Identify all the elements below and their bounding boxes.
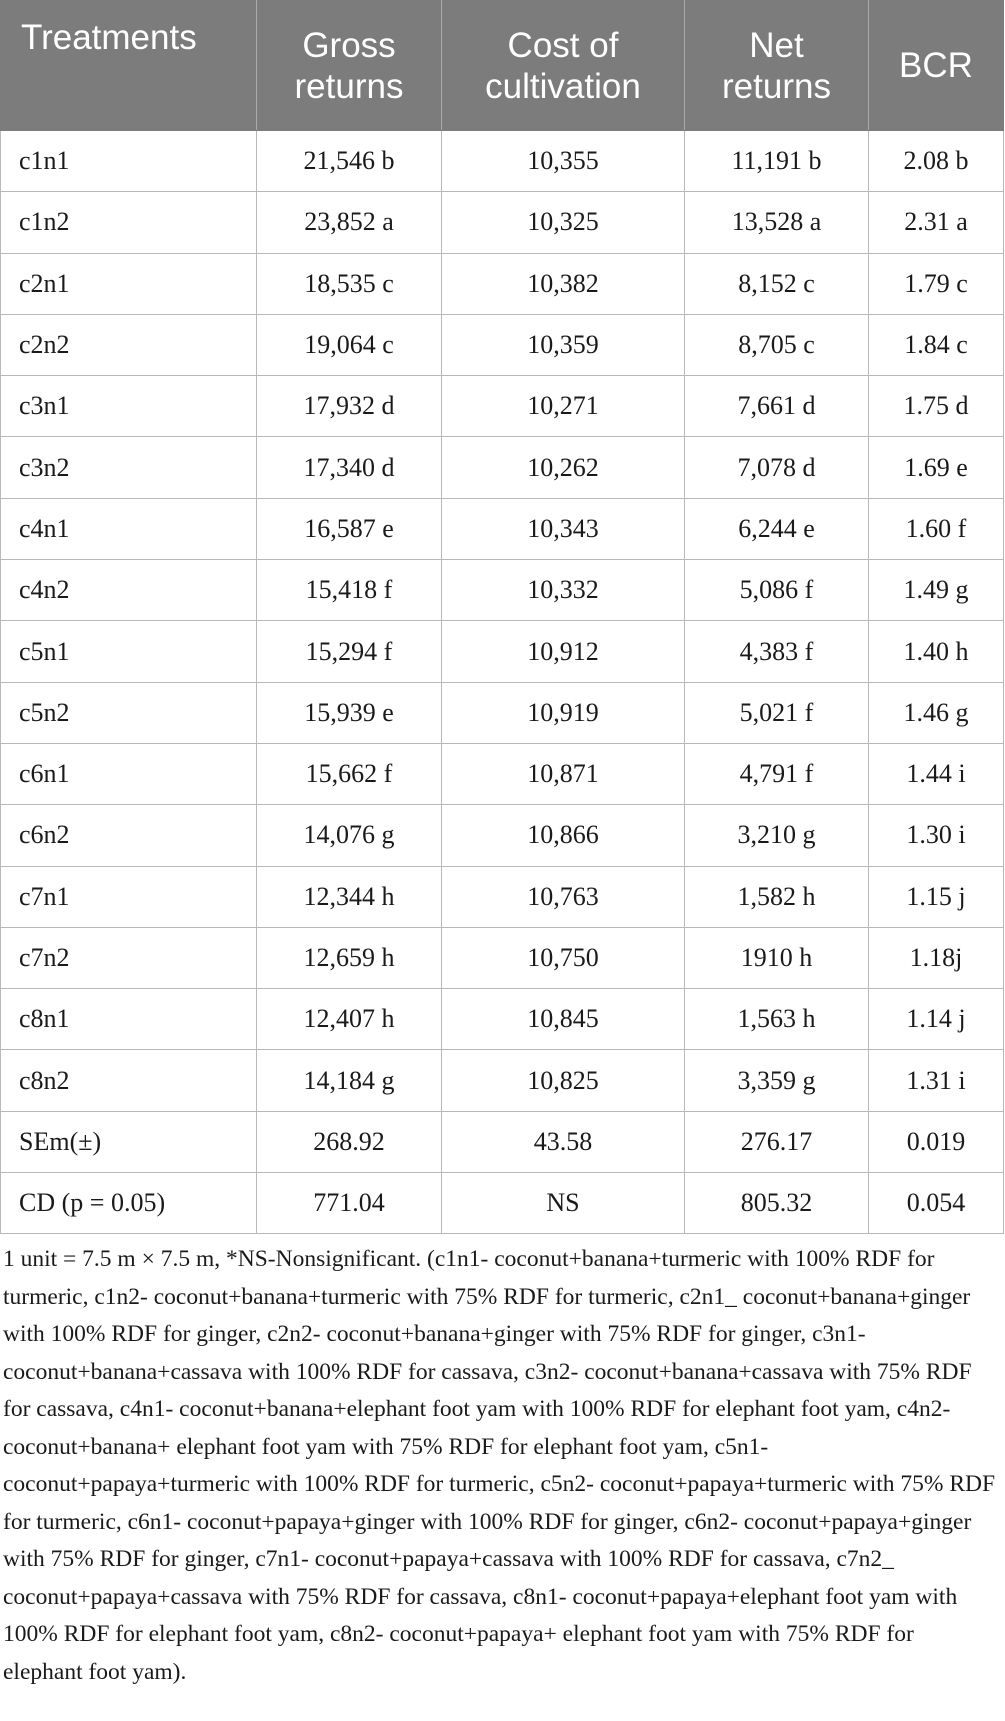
table-row — [1, 498, 1004, 559]
cell-cost: 10,871 — [442, 743, 685, 804]
cell-bcr: 1.14 j — [869, 989, 1004, 1050]
header-gross-returns: Gross returns — [257, 1, 442, 131]
cell-bcr: 1.40 h — [869, 621, 1004, 682]
sem-row — [1, 1111, 1004, 1172]
table-row — [1, 437, 1004, 498]
cell-cost: 10,343 — [442, 498, 685, 559]
cell-net-returns: 4,383 f — [685, 621, 869, 682]
cell-treatment: c7n1 — [1, 866, 257, 927]
cell-treatment: c4n2 — [1, 560, 257, 621]
cell-treatment: c2n2 — [1, 314, 257, 375]
table-row — [1, 560, 1004, 621]
cell-bcr: 0.054 — [869, 1173, 1004, 1234]
table-row — [1, 192, 1004, 253]
cell-cost: 43.58 — [442, 1111, 685, 1172]
table-row — [1, 314, 1004, 375]
cell-bcr: 1.49 g — [869, 560, 1004, 621]
cell-bcr: 1.15 j — [869, 866, 1004, 927]
table-row — [1, 866, 1004, 927]
cell-bcr: 1.75 d — [869, 376, 1004, 437]
cell-treatment: c8n2 — [1, 1050, 257, 1111]
cell-gross-returns: 15,294 f — [257, 621, 442, 682]
cell-gross-returns: 18,535 c — [257, 253, 442, 314]
table-row — [1, 989, 1004, 1050]
table-row — [1, 621, 1004, 682]
cell-net-returns: 7,078 d — [685, 437, 869, 498]
cell-treatment: c8n1 — [1, 989, 257, 1050]
cell-bcr: 1.79 c — [869, 253, 1004, 314]
cell-cost: 10,919 — [442, 682, 685, 743]
cell-gross-returns: 19,064 c — [257, 314, 442, 375]
cell-cost: 10,359 — [442, 314, 685, 375]
cell-treatment: c5n1 — [1, 621, 257, 682]
cell-net-returns: 4,791 f — [685, 743, 869, 804]
cell-gross-returns: 771.04 — [257, 1173, 442, 1234]
cell-bcr: 1.84 c — [869, 314, 1004, 375]
cell-gross-returns: 16,587 e — [257, 498, 442, 559]
cell-cost: 10,332 — [442, 560, 685, 621]
cell-net-returns: 8,705 c — [685, 314, 869, 375]
header-row — [1, 1, 1004, 131]
cell-bcr: 1.60 f — [869, 498, 1004, 559]
header-bcr: BCR — [869, 1, 1004, 131]
cell-treatment: c1n2 — [1, 192, 257, 253]
cell-gross-returns: 17,340 d — [257, 437, 442, 498]
table-row — [1, 253, 1004, 314]
cell-bcr: 1.30 i — [869, 805, 1004, 866]
cell-net-returns: 6,244 e — [685, 498, 869, 559]
cell-net-returns: 3,359 g — [685, 1050, 869, 1111]
cell-cost: 10,763 — [442, 866, 685, 927]
cell-net-returns: 5,086 f — [685, 560, 869, 621]
cell-cost: 10,912 — [442, 621, 685, 682]
header-cost-of-cultivation: Cost of cultivation — [442, 1, 685, 131]
table-row — [1, 805, 1004, 866]
cell-gross-returns: 12,344 h — [257, 866, 442, 927]
header-treatments: Treatments — [1, 1, 257, 131]
cell-gross-returns: 15,939 e — [257, 682, 442, 743]
cell-treatment: SEm(±) — [1, 1111, 257, 1172]
cell-bcr: 1.18j — [869, 927, 1004, 988]
cell-treatment: c3n1 — [1, 376, 257, 437]
table-header — [1, 1, 1004, 131]
cell-gross-returns: 14,184 g — [257, 1050, 442, 1111]
cell-cost: 10,262 — [442, 437, 685, 498]
table-row — [1, 743, 1004, 804]
cell-gross-returns: 14,076 g — [257, 805, 442, 866]
cell-cost: 10,866 — [442, 805, 685, 866]
cell-bcr: 2.31 a — [869, 192, 1004, 253]
cell-cost: 10,382 — [442, 253, 685, 314]
cell-gross-returns: 23,852 a — [257, 192, 442, 253]
cell-cost: 10,325 — [442, 192, 685, 253]
cell-net-returns: 805.32 — [685, 1173, 869, 1234]
cell-net-returns: 1910 h — [685, 927, 869, 988]
cell-bcr: 0.019 — [869, 1111, 1004, 1172]
cd-row — [1, 1173, 1004, 1234]
cell-net-returns: 3,210 g — [685, 805, 869, 866]
table-row — [1, 927, 1004, 988]
cell-net-returns: 11,191 b — [685, 131, 869, 192]
cell-treatment: c6n1 — [1, 743, 257, 804]
cell-net-returns: 1,563 h — [685, 989, 869, 1050]
cell-gross-returns: 268.92 — [257, 1111, 442, 1172]
cell-treatment: c1n1 — [1, 131, 257, 192]
cell-net-returns: 1,582 h — [685, 866, 869, 927]
table-row — [1, 131, 1004, 192]
cell-cost: 10,845 — [442, 989, 685, 1050]
cell-bcr: 1.44 i — [869, 743, 1004, 804]
table-body — [1, 131, 1004, 1234]
cell-gross-returns: 12,407 h — [257, 989, 442, 1050]
cell-net-returns: 276.17 — [685, 1111, 869, 1172]
cell-net-returns: 13,528 a — [685, 192, 869, 253]
cell-gross-returns: 15,418 f — [257, 560, 442, 621]
table-row — [1, 376, 1004, 437]
cell-gross-returns: 15,662 f — [257, 743, 442, 804]
cell-gross-returns: 21,546 b — [257, 131, 442, 192]
cell-gross-returns: 17,932 d — [257, 376, 442, 437]
cell-treatment: c3n2 — [1, 437, 257, 498]
cell-bcr: 2.08 b — [869, 131, 1004, 192]
cell-treatment: CD (p = 0.05) — [1, 1173, 257, 1234]
cell-net-returns: 7,661 d — [685, 376, 869, 437]
cell-treatment: c5n2 — [1, 682, 257, 743]
header-net-returns: Net returns — [685, 1, 869, 131]
cell-treatment: c6n2 — [1, 805, 257, 866]
cell-gross-returns: 12,659 h — [257, 927, 442, 988]
cell-cost: 10,271 — [442, 376, 685, 437]
cell-cost: 10,355 — [442, 131, 685, 192]
table-row — [1, 682, 1004, 743]
cell-bcr: 1.46 g — [869, 682, 1004, 743]
cell-cost: 10,750 — [442, 927, 685, 988]
cell-net-returns: 8,152 c — [685, 253, 869, 314]
cell-net-returns: 5,021 f — [685, 682, 869, 743]
cell-bcr: 1.31 i — [869, 1050, 1004, 1111]
cell-treatment: c2n1 — [1, 253, 257, 314]
cell-cost: NS — [442, 1173, 685, 1234]
cell-cost: 10,825 — [442, 1050, 685, 1111]
table-row — [1, 1050, 1004, 1111]
cell-treatment: c4n1 — [1, 498, 257, 559]
cell-treatment: c7n2 — [1, 927, 257, 988]
cell-bcr: 1.69 e — [869, 437, 1004, 498]
table-footnote: 1 unit = 7.5 m × 7.5 m, *NS-Nonsignificant. (c1n1- coconut+banana+turmeric with 100% RDF for turmeric, c1n2- coconut+banana+turmeric with 75% RDF for turmeric, c2n1_ coconut+banana+ginger with 100% RDF for ginger, c2n2- coconut+banana+ginger with 75% RDF for ginger, c3n1- coconut+banana+cassava with 100% RDF for cassava, c3n2- coconut+banana+cassava with 75% RDF for cassava, c4n1- coconut+banana+elephant foot yam with 100% RDF for elephant foot yam, c4n2- coconut+banana+ elephant foot yam with 75% RDF for elephant foot yam, c5n1- coconut+papaya+turmeric with 100% RDF for turmeric, c5n2- coconut+papaya+turmeric with 75% RDF for turmeric, c6n1- coconut+papaya+ginger with 100% RDF for ginger, c6n2- coconut+papaya+ginger with 75% RDF for ginger, c7n1- coconut+papaya+cassava with 100% RDF for cassava, c7n2_ coconut+papaya+cassava with 75% RDF for cassava, c8n1- coconut+papaya+elephant foot yam with 100% RDF for elephant foot yam, c8n2- coconut+papaya+ elephant foot yam with 75% RDF for elephant foot yam). — [3, 1246, 996, 1685]
